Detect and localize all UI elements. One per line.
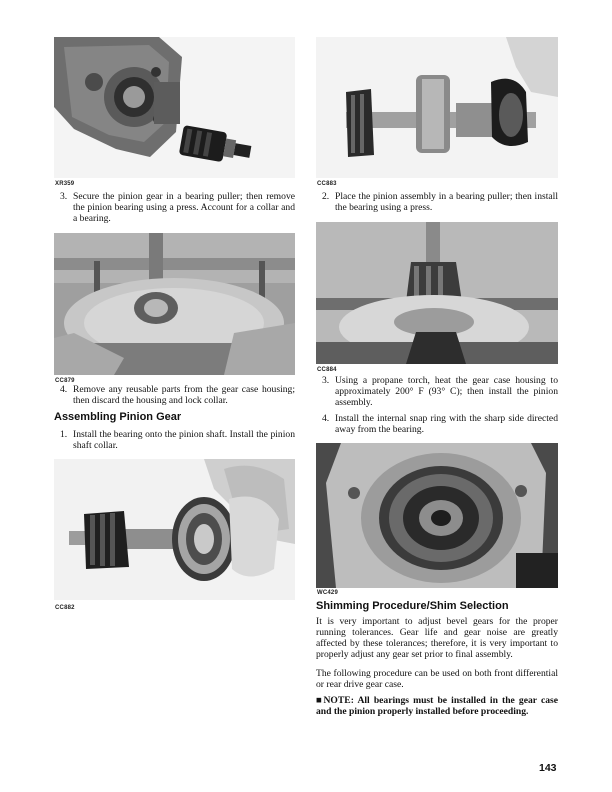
photo-cc879 [54,233,295,375]
photo-cc882 [54,459,295,600]
step-number: 2. [322,191,330,202]
step-3-left [60,191,295,224]
step-number: 3. [60,191,68,202]
step-number: 3. [322,375,330,386]
photo-code-cc882: CC882 [55,605,75,611]
photo-cc883 [316,37,558,178]
photo-code-cc884: CC884 [317,367,337,373]
photo-code-xr359: XR359 [55,181,75,187]
paragraph-tolerances: It is very important to adjust bevel gears for the proper running tolerances. Gear life and gear noise are greatly affected by these tolerances; therefore, it is very important to properly adjust any gear set prior to final assembly. [316,616,558,660]
step-number: 4. [60,384,68,395]
step-number: 4. [322,413,330,424]
step-text: Using a propane torch, heat the gear case housing to approximately 200° F (93° C); then install the pinion assembly. [335,375,558,408]
step-number: 1. [60,429,68,440]
step-text: Install the internal snap ring with the sharp side directed away from the bearing. [335,413,558,435]
step-text: Secure the pinion gear in a bearing puller; then remove the pinion bearing using a press. Account for a collar and a bearing. [73,191,295,224]
step-text: Remove any reusable parts from the gear case housing; then discard the housing and lock collar. [73,384,295,406]
section-heading-assembling-pinion-gear: Assembling Pinion Gear [54,411,182,423]
photo-code-cc879: CC879 [55,378,75,384]
photo-wc429 [316,443,558,588]
step-text: Install the bearing onto the pinion shaft. Install the pinion shaft collar. [73,429,295,451]
step-text: Place the pinion assembly in a bearing puller; then install the bearing using a press. [335,191,558,213]
paragraph-procedure: The following procedure can be used on both front differential or rear drive gear case. [316,668,558,690]
photo-code-cc883: CC883 [317,181,337,187]
step-2-right [322,191,558,213]
note-bearings: ■NOTE: All bearings must be installed in the gear case and the pinion properly installed before proceeding. [316,695,558,717]
section-heading-shimming: Shimming Procedure/Shim Selection [316,600,509,612]
photo-cc884 [316,222,558,364]
page-number: 143 [539,762,557,774]
photo-xr359 [54,37,295,178]
assembly-step-1 [60,429,295,451]
step-3-right [322,375,558,408]
step-4-left [60,384,295,406]
photo-code-wc429: WC429 [317,590,339,596]
step-4-right [322,413,558,435]
